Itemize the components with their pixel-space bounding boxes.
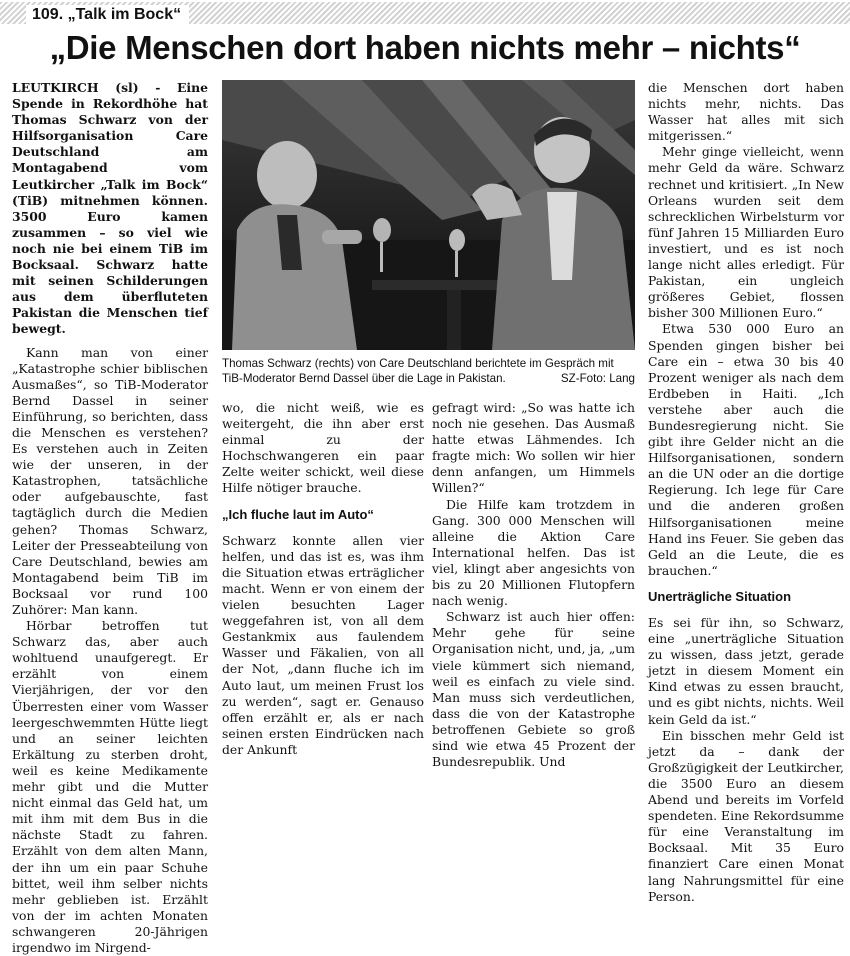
- paragraph: gefragt wird: „So was hatte ich noch nie gesehen. Das Ausmaß hatte etwas Lähmendes. Ich fragte mich: Wo sollen wir hier denn anfangen, um Himmels Willen?“: [432, 400, 635, 496]
- photo-illustration: [222, 80, 635, 350]
- lead-paragraph: LEUTKIRCH (sl) - Eine Spende in Rekordhöhe hat Thomas Schwarz von der Hilfsorganisation Care Deutschland am Montagabend vom Leutkircher „Talk im Bock“ (TiB) mitnehmen können. 3500 Euro kamen zusammen – so viel wie noch nie bei einem TiB im Bocksaal. Schwarz hatte mit seinen Schilderungen aus dem überfluteten Pakistan die Menschen tief bewegt.: [12, 80, 208, 337]
- headline: „Die Menschen dort haben nichts mehr – nichts“: [49, 29, 801, 66]
- subheading: „Ich fluche laut im Auto“: [222, 506, 374, 522]
- caption-text: Thomas Schwarz (rechts) von Care Deutschland berichtete im Gespräch mit TiB-Moderator Bernd Dassel über die Lage in Pakistan.: [222, 357, 614, 385]
- photo-caption: [222, 356, 635, 386]
- column-4: [648, 80, 844, 905]
- paragraph: Kann man von einer „Katastrophe schier biblischen Ausmaßes“, so TiB-Moderator Bernd Dassel in seiner Einführung, so berichten, dass die Menschen es verstehen? Es verstehen auch in Zeiten wie der unseren, in der Katastrophen, tatsächliche oder aufgebauschte, fast tagtäglich durch die Medien gehen? Thomas Schwarz, Leiter der Presseabteilung von Care Deutschland, bewies am Montagabend beim TiB im Bocksaal vor rund 100 Zuhörer: Man kann.: [12, 344, 208, 617]
- photo-credit: SZ-Foto: Lang: [560, 372, 635, 385]
- paragraph: wo, die nicht weiß, wie es weitergeht, die ihn aber erst einmal zu der Hochschwangeren ein paar Zelte weiter schickt, weil diese Hilfe nötiger brauche.: [222, 400, 424, 496]
- article-photo: [222, 80, 635, 350]
- kicker-bar: [0, 2, 850, 24]
- column-2: [222, 400, 424, 758]
- paragraph: Es sei für ihn, so Schwarz, eine „unerträgliche Situation zu wissen, dass jetzt, gerade jetzt in diesem Moment ein Kind etwas zu essen braucht, und es gibt nichts, nichts. Weil kein Geld da ist.“: [648, 615, 844, 727]
- paragraph: Etwa 530 000 Euro an Spenden gingen bisher bei Care ein – etwa 30 bis 40 Prozent weniger als nach dem Erdbeben in Haiti. „Ich verstehe aber auch die Bundesregierung nicht. Sie gibt ihre Gelder nicht an die Hilfsorganisationen, sondern an die UN oder an die dortige Regierung. Ich lege für Care und die anderen großen Hilfsorganisationen meine Hand ins Feuer. Sie geben das Geld an die Leute, die es brauchen.“: [648, 321, 844, 578]
- kicker: 109. „Talk im Bock“: [26, 5, 189, 25]
- paragraph: Schwarz ist auch hier offen: Mehr gehe für seine Organisation nicht, und, ja, „um viele kümmert sich niemand, weil es einfach zu viele sind. Man muss sich verdeutlichen, dass die von der Katastrophe betroffenen Gebiete so groß sind wie etwa 45 Prozent der Bundesrepublik. Und: [432, 609, 635, 770]
- paragraph: Hörbar betroffen tut Schwarz das, aber auch wohltuend unaufgeregt. Er erzählt von einem Vierjährigen, der vor den Überresten einer vom Wasser leergeschwemmten Hütte liegt und an seiner leichten Erkältung zu sterben droht, weil es keine Medikamente mehr gibt und die Mutter nicht einmal das Geld hat, um mit ihm mit dem Bus in die nächste Stadt zu fahren. Erzählt von dem alten Mann, der ihn um ein paar Schuhe bittet, weil ihm selber nichts mehr geblieben ist. Erzählt von der im achten Monaten schwangeren 20-Jährigen irgendwo im Nirgend-: [12, 618, 208, 955]
- paragraph: Schwarz konnte allen vier helfen, und das ist es, was ihm die Situation etwas erträglicher macht. Wenn er von einem der vielen besuchten Lager weggefahren ist, von all dem Gestankmix aus faulendem Wasser und Fäkalien, von all der Not, „dann fluche ich im Auto laut, um meinen Frust los zu werden“, sagt er. Genauso offen erzählt er, als er nach seinen ersten Eindrücken nach der Ankunft: [222, 532, 424, 757]
- paragraph: die Menschen dort haben nichts mehr, nichts. Das Wasser hat alles mit sich mitgerissen.“: [648, 80, 844, 144]
- subheading: Unerträgliche Situation: [648, 588, 792, 604]
- paragraph: Die Hilfe kam trotzdem in Gang. 300 000 Menschen will alleine die Aktion Care International helfen. Das ist viel, klingt aber angesichts von bis zu 20 Millionen Flutopfern nach wenig.: [432, 496, 635, 609]
- column-1: [12, 80, 208, 956]
- paragraph: Mehr ginge vielleicht, wenn mehr Geld da wäre. Schwarz rechnet und kritisiert. „In New Orleans wurden seit dem schrecklichen Wirbelsturm vor fünf Jahren 15 Milliarden Euro investiert, und es ist noch lange nicht alles erledigt. Für Pakistan, ein ungleich größeres Gebiet, flossen bisher 300 Millionen Euro.“: [648, 144, 844, 321]
- column-3: [432, 400, 635, 770]
- paragraph: Ein bisschen mehr Geld ist jetzt da – dank der Großzügigkeit der Leutkircher, die 3500 Euro an diesem Abend und bereits im Vorfeld spendeten. Eine Rekordsumme für eine Veranstaltung im Bocksaal. Mit 35 Euro finanziert Care einen Monat lang Nahrungsmittel für eine Person.: [648, 727, 844, 904]
